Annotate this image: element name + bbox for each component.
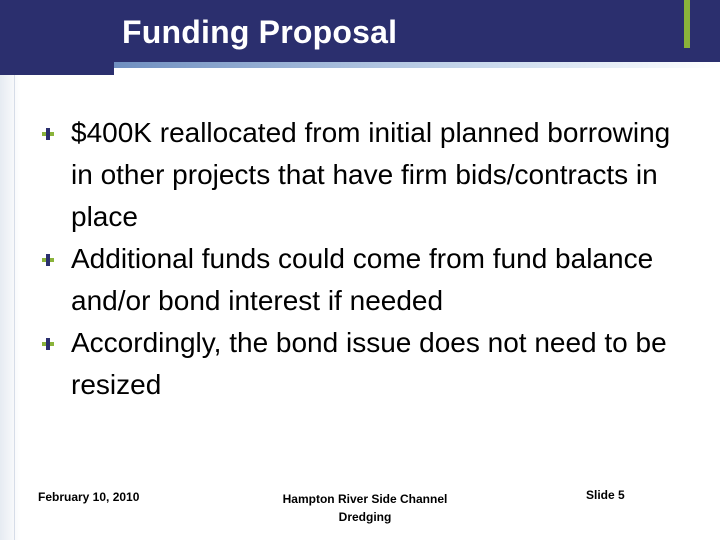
square-diamond-bullet-icon — [42, 338, 54, 350]
footer-date: February 10, 2010 — [38, 490, 140, 504]
left-edge-strip — [0, 75, 20, 540]
accent-bar — [684, 0, 690, 48]
footer-title — [252, 490, 478, 526]
bullet-text: Accordingly, the bond issue does not need to be resized — [71, 327, 667, 400]
square-diamond-bullet-icon — [42, 128, 54, 140]
footer-title-line: Dredging — [338, 510, 392, 524]
left-edge-line — [14, 75, 15, 540]
square-diamond-bullet-icon — [42, 254, 54, 266]
bullet-list — [40, 112, 680, 406]
footer-title-line: Hampton River Side Channel — [282, 492, 448, 506]
bullet-text: $400K reallocated from initial planned borrowing in other projects that have firm bids/contracts in place — [71, 117, 671, 232]
bullet-item — [40, 238, 680, 322]
header-corner-block — [0, 0, 114, 75]
slide-number: Slide 5 — [586, 488, 625, 502]
bullet-item — [40, 112, 680, 238]
bullet-text: Additional funds could come from fund balance and/or bond interest if needed — [71, 243, 654, 316]
bullet-item — [40, 322, 680, 406]
slide-title: Funding Proposal — [122, 14, 398, 50]
